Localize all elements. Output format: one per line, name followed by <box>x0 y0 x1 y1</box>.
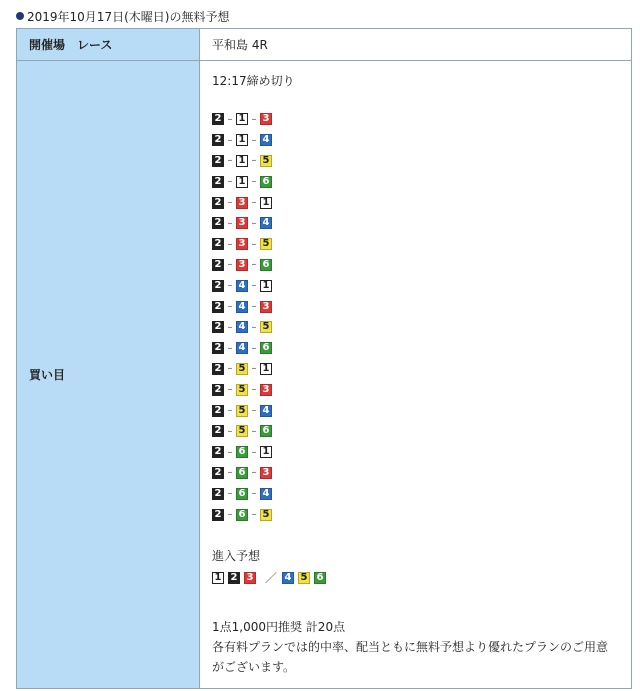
combo-item <box>212 442 619 463</box>
combo-separator: – <box>251 134 257 146</box>
boat-number-badge: 2 <box>212 197 224 209</box>
boat-number-badge: 5 <box>236 384 248 396</box>
combo-item <box>212 463 619 484</box>
boat-number-badge: 4 <box>236 280 248 292</box>
boat-number-badge: 1 <box>236 134 248 146</box>
combo-item <box>212 421 619 442</box>
boat-number-badge: 4 <box>260 405 272 417</box>
combo-separator: – <box>251 197 257 209</box>
combo-item <box>212 213 619 234</box>
combo-separator: – <box>251 384 257 396</box>
combo-separator: – <box>251 467 257 479</box>
boat-number-badge: 2 <box>212 321 224 333</box>
boat-number-badge: 4 <box>236 342 248 354</box>
entry-prediction <box>212 569 619 587</box>
combo-item <box>212 130 619 151</box>
boat-number-badge: 3 <box>260 113 272 125</box>
combo-separator: – <box>251 155 257 167</box>
combo-separator: – <box>251 488 257 500</box>
deadline-text: 12:17締め切り <box>212 74 295 88</box>
combo-separator: – <box>227 113 233 125</box>
combo-separator: – <box>251 425 257 437</box>
boat-number-badge: 2 <box>212 155 224 167</box>
boat-number-badge: 2 <box>212 509 224 521</box>
combo-separator: – <box>251 405 257 417</box>
boat-number-badge: 2 <box>212 488 224 500</box>
combo-item <box>212 338 619 359</box>
boat-number-badge: 6 <box>236 488 248 500</box>
combo-separator: – <box>227 467 233 479</box>
combo-item <box>212 109 619 130</box>
boat-number-badge: 1 <box>236 113 248 125</box>
combo-separator: – <box>251 113 257 125</box>
race-label: 開催場 レース <box>17 29 200 61</box>
boat-number-badge: 1 <box>260 280 272 292</box>
entry-title: 進入予想 <box>212 548 261 563</box>
combo-separator: – <box>251 509 257 521</box>
heading-text: 2019年10月17日(木曜日)の無料予想 <box>27 9 230 24</box>
combo-item <box>212 296 619 317</box>
boat-number-badge: 2 <box>212 113 224 125</box>
boat-number-badge: 6 <box>236 446 248 458</box>
boat-number-badge: 3 <box>260 301 272 313</box>
note-text: 各有料プランでは的中率、配当ともに無料予想より優れたプランのご用意がございます。 <box>212 639 609 674</box>
kaime-value <box>200 61 632 689</box>
combo-item <box>212 400 619 421</box>
boat-number-badge: 3 <box>236 197 248 209</box>
boat-number-badge: 2 <box>212 134 224 146</box>
boat-number-badge: 1 <box>260 197 272 209</box>
combo-item <box>212 192 619 213</box>
combo-separator: – <box>251 280 257 292</box>
boat-number-badge: 4 <box>260 217 272 229</box>
combo-item <box>212 379 619 400</box>
combo-separator: – <box>251 259 257 271</box>
boat-number-badge: 5 <box>260 155 272 167</box>
boat-number-badge: 3 <box>236 217 248 229</box>
race-row <box>17 29 632 61</box>
boat-number-badge: 6 <box>236 509 248 521</box>
boat-number-badge: 1 <box>212 572 224 584</box>
boat-number-badge: 2 <box>228 572 240 584</box>
boat-number-badge: 2 <box>212 217 224 229</box>
boat-number-badge: 6 <box>260 425 272 437</box>
boat-number-badge: 1 <box>236 176 248 188</box>
combo-separator: – <box>251 321 257 333</box>
boat-number-badge: 2 <box>212 176 224 188</box>
kaime-label: 買い目 <box>17 61 200 689</box>
boat-number-badge: 2 <box>212 384 224 396</box>
combo-separator: – <box>227 217 233 229</box>
combo-separator: – <box>227 446 233 458</box>
combo-separator: – <box>227 425 233 437</box>
boat-number-badge: 1 <box>236 155 248 167</box>
boat-number-badge: 2 <box>212 467 224 479</box>
combo-separator: – <box>227 280 233 292</box>
combo-separator: – <box>227 238 233 250</box>
combo-separator: – <box>227 363 233 375</box>
combo-separator: – <box>227 134 233 146</box>
combo-list <box>212 109 619 525</box>
combo-item <box>212 483 619 504</box>
combo-item <box>212 317 619 338</box>
page-heading <box>16 6 229 26</box>
combo-item <box>212 151 619 172</box>
combo-separator: – <box>251 301 257 313</box>
boat-number-badge: 2 <box>212 301 224 313</box>
boat-number-badge: 2 <box>212 405 224 417</box>
boat-number-badge: 5 <box>260 509 272 521</box>
entry-separator: ／ <box>264 571 277 586</box>
combo-separator: – <box>251 238 257 250</box>
combo-separator: – <box>227 197 233 209</box>
boat-number-badge: 5 <box>260 321 272 333</box>
combo-separator: – <box>227 176 233 188</box>
boat-number-badge: 4 <box>282 572 294 584</box>
combo-separator: – <box>251 217 257 229</box>
combo-separator: – <box>227 509 233 521</box>
boat-number-badge: 5 <box>236 363 248 375</box>
combo-separator: – <box>251 176 257 188</box>
boat-number-badge: 5 <box>260 238 272 250</box>
combo-separator: – <box>227 259 233 271</box>
boat-number-badge: 4 <box>236 301 248 313</box>
boat-number-badge: 2 <box>212 280 224 292</box>
combo-item <box>212 234 619 255</box>
combo-separator: – <box>227 405 233 417</box>
boat-number-badge: 4 <box>260 488 272 500</box>
boat-number-badge: 6 <box>260 176 272 188</box>
boat-number-badge: 1 <box>260 363 272 375</box>
boat-number-badge: 5 <box>236 425 248 437</box>
boat-number-badge: 3 <box>236 259 248 271</box>
boat-number-badge: 3 <box>236 238 248 250</box>
boat-number-badge: 6 <box>314 572 326 584</box>
boat-number-badge: 2 <box>212 425 224 437</box>
boat-number-badge: 2 <box>212 363 224 375</box>
bullet-icon <box>16 12 24 20</box>
boat-number-badge: 3 <box>244 572 256 584</box>
race-value: 平和島 4R <box>200 29 632 61</box>
prediction-table <box>16 28 632 689</box>
boat-number-badge: 4 <box>260 134 272 146</box>
combo-item <box>212 359 619 380</box>
boat-number-badge: 3 <box>260 467 272 479</box>
boat-number-badge: 2 <box>212 342 224 354</box>
combo-item <box>212 275 619 296</box>
combo-separator: – <box>227 155 233 167</box>
boat-number-badge: 5 <box>236 405 248 417</box>
combo-item <box>212 171 619 192</box>
combo-separator: – <box>227 301 233 313</box>
combo-item <box>212 255 619 276</box>
boat-number-badge: 2 <box>212 238 224 250</box>
boat-number-badge: 6 <box>260 259 272 271</box>
combo-separator: – <box>227 384 233 396</box>
combo-separator: – <box>227 342 233 354</box>
boat-number-badge: 6 <box>260 342 272 354</box>
combo-separator: – <box>227 488 233 500</box>
boat-number-badge: 5 <box>298 572 310 584</box>
boat-number-badge: 2 <box>212 446 224 458</box>
boat-number-badge: 6 <box>236 467 248 479</box>
combo-item <box>212 504 619 525</box>
combo-separator: – <box>251 342 257 354</box>
boat-number-badge: 3 <box>260 384 272 396</box>
combo-separator: – <box>251 363 257 375</box>
boat-number-badge: 4 <box>236 321 248 333</box>
kaime-row <box>17 61 632 689</box>
combo-separator: – <box>227 321 233 333</box>
boat-number-badge: 1 <box>260 446 272 458</box>
boat-number-badge: 2 <box>212 259 224 271</box>
points-text: 1点1,000円推奨 計20点 <box>212 619 346 634</box>
combo-separator: – <box>251 446 257 458</box>
